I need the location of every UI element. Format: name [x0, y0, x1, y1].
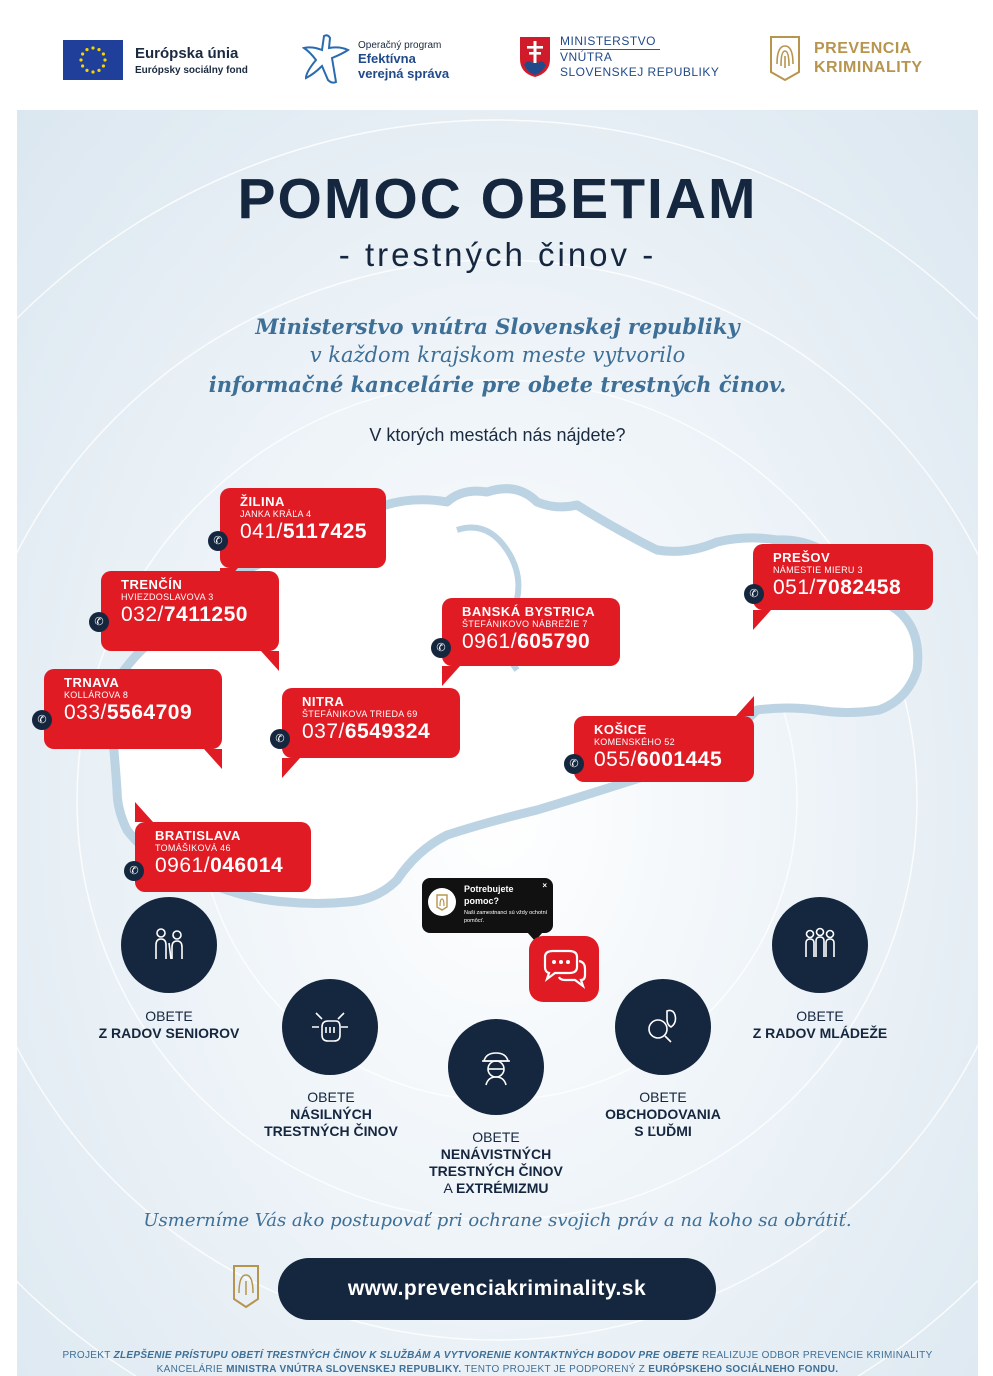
category-line: OBETE [639, 1089, 687, 1105]
category-line: OBETE [472, 1129, 520, 1145]
intro-text [17, 312, 978, 399]
city-card-kosice [574, 716, 754, 782]
hate-crime-category-label [404, 1129, 588, 1197]
category-line: OBETE [307, 1089, 355, 1105]
intro-line2: v každom krajskom meste vytvorilo [309, 343, 686, 367]
bubble-tail [753, 610, 771, 630]
human-trafficking-category-label [571, 1089, 755, 1140]
close-icon[interactable]: × [542, 881, 547, 890]
city-card-nitra [282, 688, 460, 758]
city-card-banska-bystrica [442, 598, 620, 666]
category-line-bold: TRESTNÝCH ČINOV [264, 1123, 398, 1139]
city-name: ŽILINA [240, 494, 285, 509]
city-name: KOŠICE [594, 722, 647, 737]
phone-prefix: 033/ [64, 701, 107, 724]
category-line-bold: S ĽUĎMI [634, 1123, 692, 1139]
prevencia-small-logo-icon [231, 1263, 261, 1311]
city-name: TRENČÍN [121, 577, 183, 592]
city-phone[interactable] [302, 720, 448, 744]
city-address: ŠTEFÁNIKOVA TRIEDA 69 [302, 709, 418, 719]
phone-prefix: 037/ [302, 720, 345, 743]
op-line3: verejná správa [358, 65, 450, 81]
phone-icon: ✆ [270, 729, 290, 749]
op-line2: Efektívna [358, 50, 416, 66]
category-line-bold: Z RADOV MLÁDEŽE [752, 1025, 888, 1041]
poster [17, 110, 978, 1376]
bubble-tail [736, 696, 754, 716]
op-logo [302, 32, 449, 88]
bubble-tail [135, 802, 153, 822]
category-line-bold: NENÁVISTNÝCH [440, 1146, 552, 1162]
phone-prefix: 041/ [240, 520, 283, 543]
hate-crime-category-icon [448, 1019, 544, 1115]
city-card-presov [753, 544, 933, 610]
ministry-line3: SLOVENSKEJ REPUBLIKY [560, 65, 720, 79]
bubble-tail [261, 651, 279, 671]
youth-category-label [728, 1008, 912, 1042]
category-line-bold: NÁSILNÝCH [290, 1106, 372, 1122]
page-title: POMOC OBETIAM [237, 167, 758, 231]
closing-text: Usmerníme Vás ako postupovať pri ochrane svojich práv a na koho sa obrátiť. [143, 1210, 852, 1231]
phone-prefix: 055/ [594, 748, 637, 771]
footer-part: KANCELÁRIE [156, 1364, 227, 1375]
category-line: OBETE [796, 1008, 844, 1024]
city-card-trencin [101, 571, 279, 651]
city-address: JANKA KRÁĽA 4 [240, 509, 312, 519]
header-logos [0, 0, 993, 110]
city-address: NÁMESTIE MIERU 3 [773, 565, 863, 575]
bubble-tail [442, 666, 460, 686]
question-text: V ktorých mestách nás nájdete? [369, 425, 626, 445]
star-figure-icon [302, 32, 352, 88]
phone-prefix: 032/ [121, 603, 164, 626]
phone-prefix: 0961/ [155, 854, 211, 877]
phone-number: 6549324 [344, 720, 431, 743]
eu-subtitle: Európsky sociálny fond [135, 64, 248, 76]
footer-part: PROJEKT [62, 1350, 114, 1361]
phone-number: 605790 [517, 630, 591, 653]
youth-category-icon [772, 897, 868, 993]
phone-number: 5564709 [106, 701, 193, 724]
page-subtitle: - trestných činov - [338, 236, 657, 273]
prevencia-logo [768, 34, 923, 82]
city-phone[interactable] [121, 603, 267, 627]
city-name: NITRA [302, 694, 345, 709]
city-phone[interactable] [462, 630, 608, 654]
city-phone[interactable] [155, 854, 299, 878]
phone-icon: ✆ [744, 584, 764, 604]
bubble-tail [204, 749, 222, 769]
city-phone[interactable] [64, 701, 210, 725]
city-name: TRNAVA [64, 675, 120, 690]
phone-icon: ✆ [32, 710, 52, 730]
phone-icon: ✆ [564, 754, 584, 774]
eu-title: Európska únia [135, 44, 239, 62]
ministry-logo [518, 34, 719, 80]
violent-crime-category-icon [282, 979, 378, 1075]
intro-line1: Ministerstvo vnútra Slovenskej republiky [255, 314, 740, 339]
category-line: OBETE [145, 1008, 193, 1024]
category-line-bold: Z RADOV SENIOROV [98, 1025, 240, 1041]
phone-prefix: 051/ [773, 576, 816, 599]
prevencia-line2: KRIMINALITY [814, 59, 923, 76]
seniors-category-label [77, 1008, 261, 1042]
phone-number: 7082458 [815, 576, 902, 599]
footer-part-bold: MINISTRA VNÚTRA SLOVENSKEJ REPUBLIKY. [226, 1364, 462, 1375]
chat-button[interactable] [529, 936, 599, 1002]
human-trafficking-category-icon [615, 979, 711, 1075]
fingerprint-icon [768, 34, 802, 82]
phone-number: 7411250 [163, 603, 248, 626]
city-card-trnava [44, 669, 222, 749]
chat-question: Potrebujete pomoc? [464, 884, 514, 906]
city-card-zilina [220, 488, 386, 568]
bubble-tail [282, 758, 300, 778]
city-name: PREŠOV [773, 550, 831, 565]
footer-part-bold: EURÓPSKEHO SOCIÁLNEHO FONDU. [648, 1364, 839, 1375]
op-line1: Operačný program [358, 39, 442, 51]
footer-part: REALIZUJE ODBOR PREVENCIE KRIMINALITY [698, 1350, 933, 1361]
category-line-bold: EXTRÉMIZMU [455, 1180, 549, 1196]
chat-popup[interactable] [422, 878, 553, 933]
ministry-line2: VNÚTRA [560, 50, 613, 64]
chat-message: Naši zamestnanci sú vždy ochotní pomôcť. [464, 910, 548, 924]
coat-of-arms-icon [518, 35, 552, 79]
phone-prefix: 0961/ [462, 630, 518, 653]
city-address: KOMENSKÉHO 52 [594, 737, 675, 747]
category-line: A [443, 1180, 456, 1196]
city-card-bratislava [135, 822, 311, 892]
phone-number: 5117425 [282, 520, 367, 543]
city-phone[interactable] [240, 520, 374, 544]
phone-icon: ✆ [208, 531, 228, 551]
chat-avatar-icon [428, 888, 456, 916]
eu-flag-icon [63, 40, 123, 80]
category-line-bold: OBCHODOVANIA [605, 1106, 721, 1122]
footer-text [17, 1349, 978, 1376]
city-phone[interactable] [773, 576, 921, 600]
ministry-line1: MINISTERSTVO [560, 34, 660, 50]
seniors-category-icon [121, 897, 217, 993]
city-phone[interactable] [594, 748, 742, 772]
footer-project-name: ZLEPŠENIE PRÍSTUPU OBETÍ TRESTNÝCH ČINOV K SLUŽBÁM A VYTVORENIE KONTAKTNÝCH BODOV PRE OBETE [113, 1350, 699, 1361]
category-line-bold: TRESTNÝCH ČINOV [429, 1163, 563, 1179]
prevencia-line1: PREVENCIA [814, 40, 912, 57]
violent-crime-category-label [239, 1089, 423, 1140]
phone-icon: ✆ [431, 638, 451, 658]
city-address: ŠTEFÁNIKOVO NÁBREŽIE 7 [462, 619, 588, 629]
phone-icon: ✆ [124, 861, 144, 881]
intro-line3: informačné kancelárie pre obete trestných činov. [208, 372, 787, 397]
city-address: HVIEZDOSLAVOVA 3 [121, 592, 214, 602]
phone-number: 046014 [210, 854, 284, 877]
chat-bubbles-icon [539, 947, 589, 991]
city-address: TOMÁŠIKOVÁ 46 [155, 843, 231, 853]
eu-logo [63, 40, 248, 80]
phone-number: 6001445 [636, 748, 723, 771]
city-name: BANSKÁ BYSTRICA [462, 604, 596, 619]
city-address: KOLLÁROVA 8 [64, 690, 129, 700]
phone-icon: ✆ [89, 612, 109, 632]
city-name: BRATISLAVA [155, 828, 241, 843]
footer-part: TENTO PROJEKT JE PODPORENÝ Z [461, 1364, 649, 1375]
website-link[interactable]: www.prevenciakriminality.sk [278, 1258, 716, 1320]
